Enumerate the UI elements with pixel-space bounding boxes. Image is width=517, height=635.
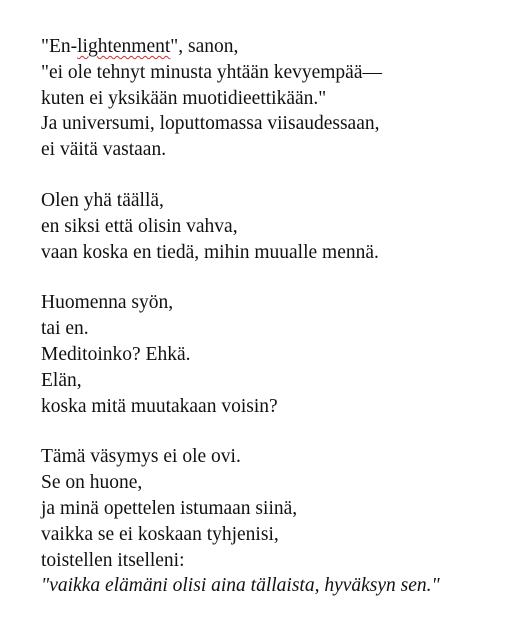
poem-line: Huomenna syön, xyxy=(41,292,174,314)
poem-document xyxy=(41,34,501,624)
poem-line: "ei ole tehnyt minusta yhtään kevyempää— xyxy=(41,61,382,83)
poem-line: toistellen itselleni: xyxy=(41,549,185,571)
poem-line: Meditoinko? Ehkä. xyxy=(41,343,191,365)
poem-line xyxy=(41,34,501,60)
poem-line: vaan koska en tiedä, mihin muualle mennä. xyxy=(41,241,379,263)
poem-line: Olen yhä täällä, xyxy=(41,189,164,211)
poem-line: Tämä väsymys ei ole ovi. xyxy=(41,446,241,468)
spellcheck-flagged-word[interactable]: lightenment xyxy=(77,36,171,57)
poem-line: tai en. xyxy=(41,318,89,340)
poem-line: en siksi että olisin vahva, xyxy=(41,215,238,237)
stanza-4 xyxy=(41,444,501,599)
stanza-3 xyxy=(41,290,501,419)
poem-line: kuten ei yksikään muotidieettikään." xyxy=(41,87,327,109)
line-prefix: "En- xyxy=(41,36,78,57)
poem-line: Ja universumi, loputtomassa viisaudessaan, xyxy=(41,113,380,135)
poem-line: koska mitä muutakaan voisin? xyxy=(41,395,278,417)
poem-line: ja minä opettelen istumaan siinä, xyxy=(41,497,298,519)
poem-line-italic-quote: "vaikka elämäni olisi aina tällaista, hyväksyn sen." xyxy=(41,575,440,597)
line-suffix: ", sanon, xyxy=(170,36,239,57)
stanza-2 xyxy=(41,188,501,265)
stanza-1 xyxy=(41,34,501,163)
poem-line: ei väitä vastaan. xyxy=(41,139,167,161)
poem-line: vaikka se ei koskaan tyhjenisi, xyxy=(41,523,279,545)
poem-line: Elän, xyxy=(41,369,82,391)
poem-line: Se on huone, xyxy=(41,472,143,494)
